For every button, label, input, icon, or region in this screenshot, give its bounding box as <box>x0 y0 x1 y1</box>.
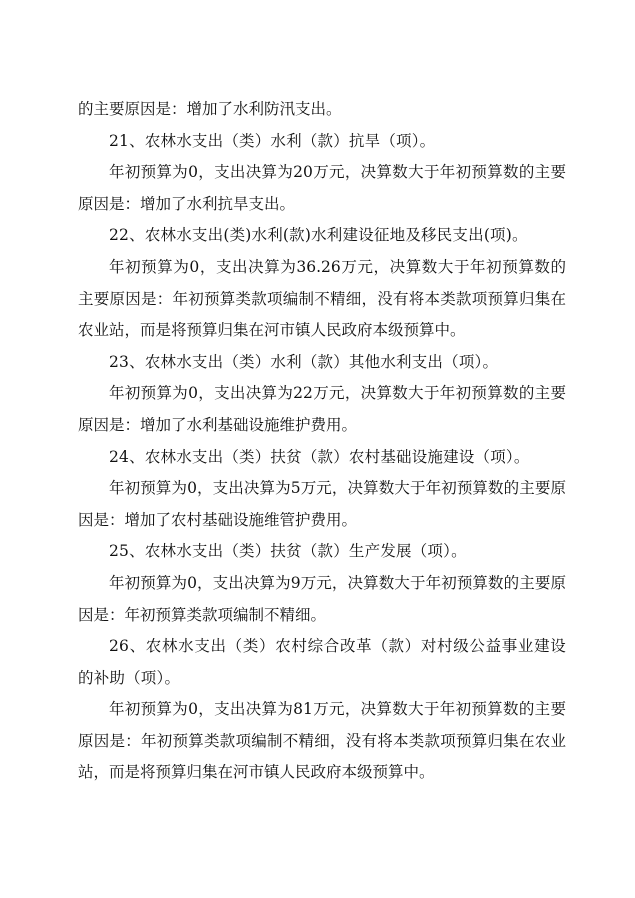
item-explanation-21: 年初预算为0，支出决算为20万元，决算数大于年初预算数的主要原因是：增加了水利抗旱支出。 <box>78 163 566 213</box>
item-heading-21: 21、农林水支出（类）水利（款）抗旱（项）。 <box>109 131 436 150</box>
item-heading-22: 22、农林水支出(类)水利(款)水利建设征地及移民支出(项)。 <box>109 226 528 245</box>
item-explanation-25: 年初预算为0，支出决算为9万元，决算数大于年初预算数的主要原因是：年初预算类款项编制不精细。 <box>78 573 566 624</box>
item-heading-26: 26、农林水支出（类）农村综合改革（款）对村级公益事业建设的补助（项）。 <box>78 637 566 687</box>
paragraph-continuation: 的主要原因是：增加了水利防汛支出。 <box>78 100 342 118</box>
document-body <box>78 94 566 789</box>
item-explanation-22: 年初预算为0，支出决算为36.26万元，决算数大于年初预算数的主要原因是：年初预算类款项编制不精细，没有将本类款项预算归集在农业站，而是将预算归集在河市镇人民政府本级预算中。 <box>78 257 566 340</box>
item-heading-24: 24、农林水支出（类）扶贫（款）农村基础设施建设（项）。 <box>109 447 530 466</box>
item-heading-25: 25、农林水支出（类）扶贫（款）生产发展（项）。 <box>109 542 467 561</box>
item-explanation-24: 年初预算为0，支出决算为5万元，决算数大于年初预算数的主要原因是：增加了农村基础设施维管护费用。 <box>78 479 566 529</box>
item-heading-23: 23、农林水支出（类）水利（款）其他水利支出（项）。 <box>109 352 499 371</box>
item-explanation-23: 年初预算为0，支出决算为22万元，决算数大于年初预算数的主要原因是：增加了水利基础设施维护费用。 <box>78 384 566 434</box>
item-explanation-26: 年初预算为0，支出决算为81万元，决算数大于年初预算数的主要原因是：年初预算类款项编制不精细，没有将本类款项预算归集在农业站，而是将预算归集在河市镇人民政府本级预算中。 <box>78 700 566 782</box>
